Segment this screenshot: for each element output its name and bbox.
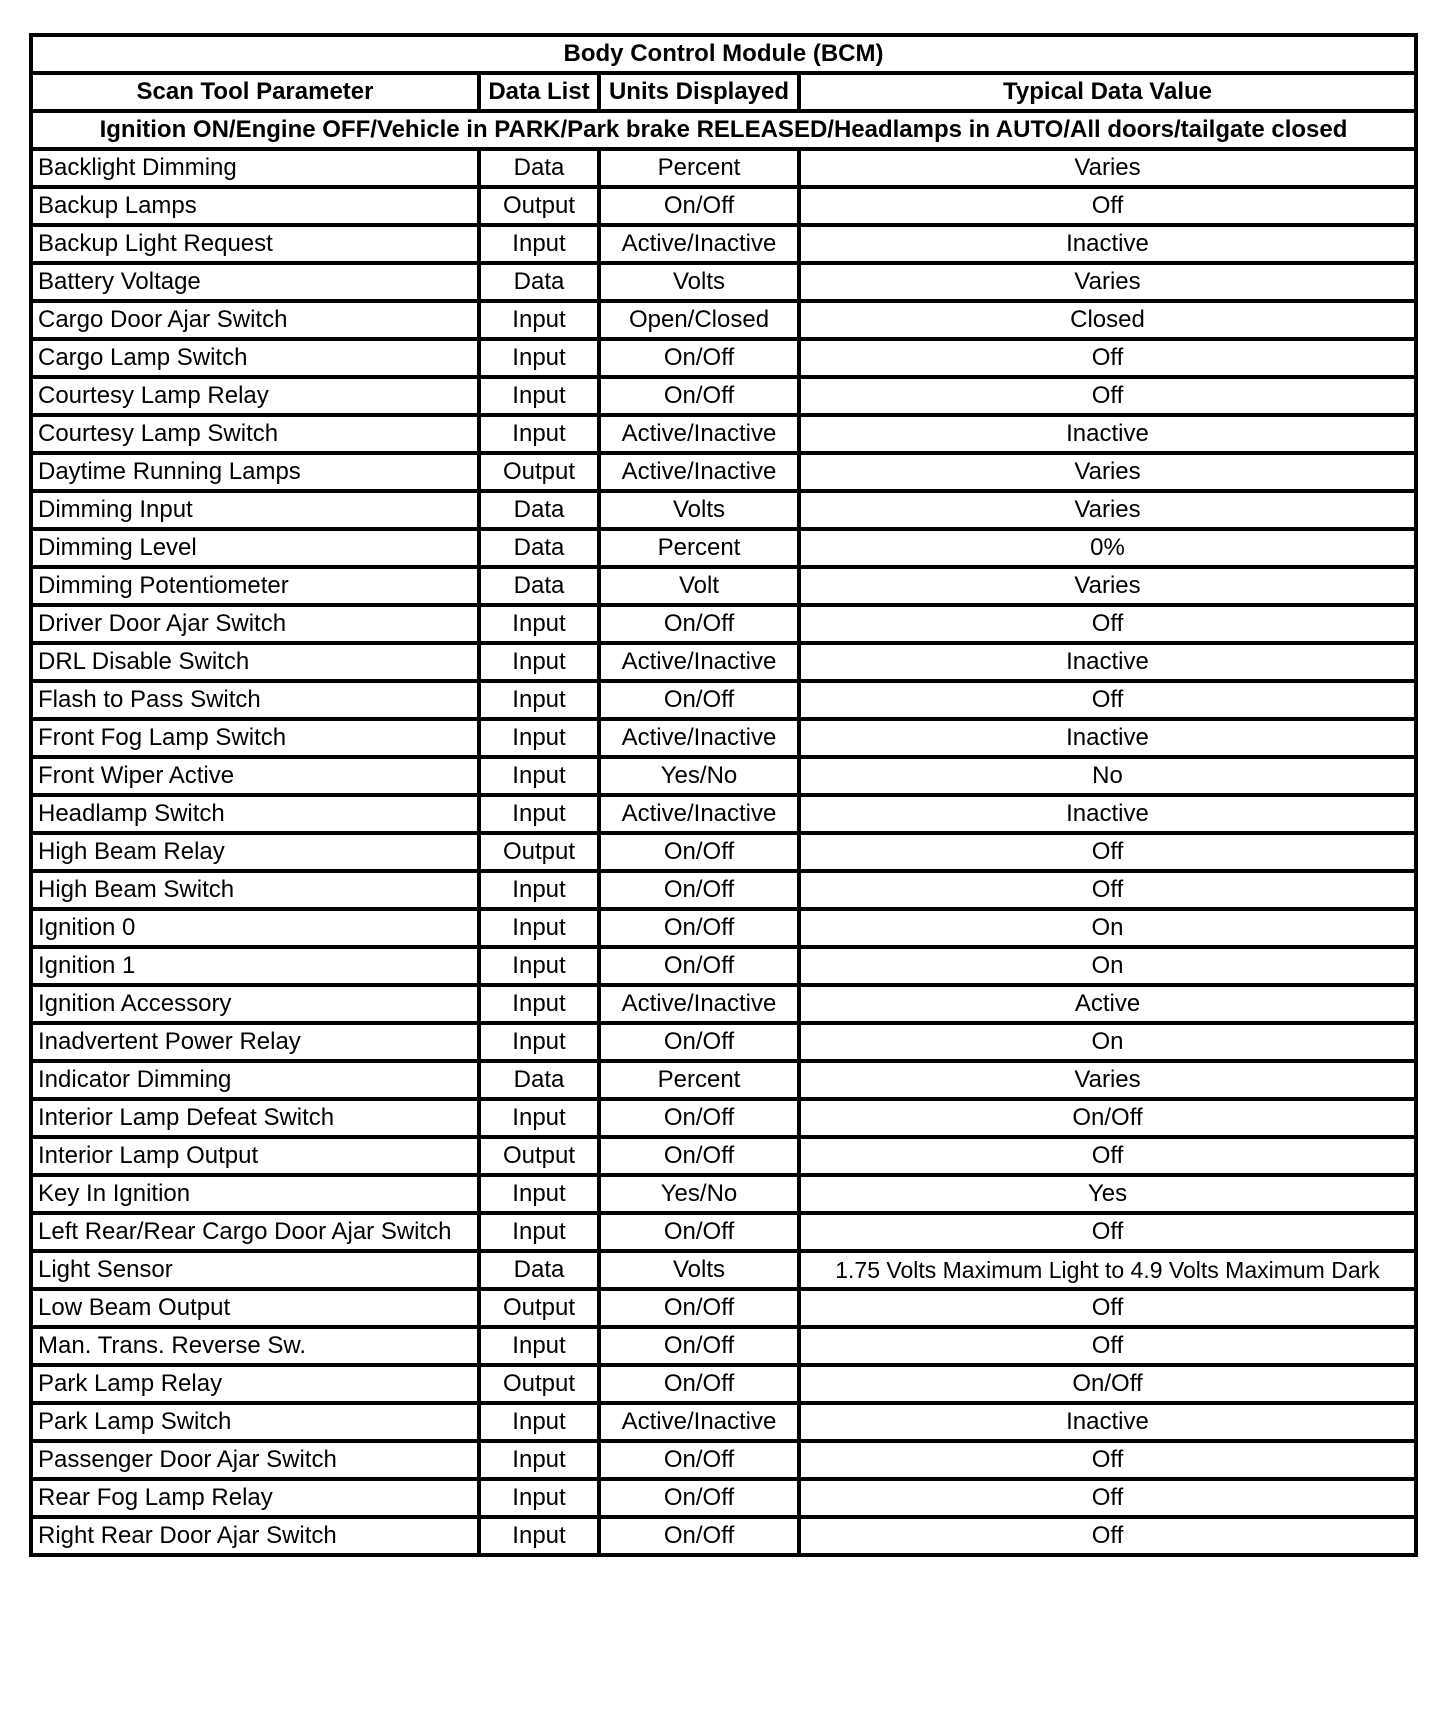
- table-row: [31, 1327, 1416, 1365]
- header-units-displayed: Units Displayed: [599, 73, 799, 111]
- cell-typical-value: Off: [799, 1327, 1416, 1365]
- cell-typical-value: Off: [799, 1137, 1416, 1175]
- cell-data-list: Data: [479, 491, 599, 529]
- table-row: [31, 339, 1416, 377]
- table-row: [31, 491, 1416, 529]
- cell-data-list: Input: [479, 1099, 599, 1137]
- table-row: [31, 187, 1416, 225]
- cell-parameter: Backup Lamps: [31, 187, 479, 225]
- cell-typical-value: Off: [799, 1441, 1416, 1479]
- table-row: [31, 1517, 1416, 1555]
- cell-parameter: Dimming Input: [31, 491, 479, 529]
- cell-parameter: Battery Voltage: [31, 263, 479, 301]
- cell-data-list: Input: [479, 1479, 599, 1517]
- cell-units: Active/Inactive: [599, 643, 799, 681]
- cell-typical-value: On: [799, 947, 1416, 985]
- cell-units: On/Off: [599, 947, 799, 985]
- cell-parameter: DRL Disable Switch: [31, 643, 479, 681]
- cell-typical-value: Off: [799, 833, 1416, 871]
- header-scan-tool-parameter: Scan Tool Parameter: [31, 73, 479, 111]
- cell-units: Active/Inactive: [599, 1403, 799, 1441]
- header-typical-data-value: Typical Data Value: [799, 73, 1416, 111]
- cell-units: Active/Inactive: [599, 415, 799, 453]
- cell-data-list: Data: [479, 1061, 599, 1099]
- cell-parameter: Inadvertent Power Relay: [31, 1023, 479, 1061]
- cell-data-list: Output: [479, 1137, 599, 1175]
- cell-units: Active/Inactive: [599, 719, 799, 757]
- cell-data-list: Input: [479, 415, 599, 453]
- table-row: [31, 301, 1416, 339]
- cell-parameter: Backlight Dimming: [31, 149, 479, 187]
- table-row: [31, 719, 1416, 757]
- cell-units: Open/Closed: [599, 301, 799, 339]
- table-row: [31, 605, 1416, 643]
- cell-parameter: Dimming Level: [31, 529, 479, 567]
- cell-typical-value: Varies: [799, 491, 1416, 529]
- header-data-list: Data List: [479, 73, 599, 111]
- cell-units: Yes/No: [599, 757, 799, 795]
- cell-data-list: Output: [479, 1365, 599, 1403]
- cell-units: Active/Inactive: [599, 453, 799, 491]
- table-row: [31, 1403, 1416, 1441]
- cell-data-list: Input: [479, 339, 599, 377]
- cell-typical-value: Off: [799, 605, 1416, 643]
- cell-units: On/Off: [599, 1099, 799, 1137]
- table-row: [31, 1099, 1416, 1137]
- table-header-row: [31, 73, 1416, 111]
- cell-data-list: Input: [479, 377, 599, 415]
- cell-units: Volts: [599, 263, 799, 301]
- cell-data-list: Input: [479, 1403, 599, 1441]
- cell-parameter: Right Rear Door Ajar Switch: [31, 1517, 479, 1555]
- cell-data-list: Input: [479, 1175, 599, 1213]
- cell-units: On/Off: [599, 1479, 799, 1517]
- table-row: [31, 529, 1416, 567]
- cell-data-list: Input: [479, 1213, 599, 1251]
- table-row: [31, 681, 1416, 719]
- table-row: [31, 985, 1416, 1023]
- cell-typical-value: Yes: [799, 1175, 1416, 1213]
- cell-units: On/Off: [599, 339, 799, 377]
- table-row: [31, 149, 1416, 187]
- table-row: [31, 377, 1416, 415]
- table-row: [31, 1479, 1416, 1517]
- cell-units: On/Off: [599, 1213, 799, 1251]
- cell-data-list: Input: [479, 1441, 599, 1479]
- cell-data-list: Data: [479, 567, 599, 605]
- cell-parameter: Passenger Door Ajar Switch: [31, 1441, 479, 1479]
- cell-typical-value: On/Off: [799, 1365, 1416, 1403]
- cell-units: On/Off: [599, 1289, 799, 1327]
- cell-parameter: Park Lamp Switch: [31, 1403, 479, 1441]
- cell-data-list: Output: [479, 1289, 599, 1327]
- table-condition-row: [31, 111, 1416, 149]
- cell-typical-value: Varies: [799, 1061, 1416, 1099]
- cell-typical-value: Off: [799, 681, 1416, 719]
- table-row: [31, 909, 1416, 947]
- cell-typical-value: Inactive: [799, 415, 1416, 453]
- cell-data-list: Input: [479, 909, 599, 947]
- cell-typical-value: Off: [799, 1479, 1416, 1517]
- table-row: [31, 757, 1416, 795]
- table-title: Body Control Module (BCM): [31, 35, 1416, 73]
- cell-typical-value: Off: [799, 871, 1416, 909]
- cell-parameter: Interior Lamp Output: [31, 1137, 479, 1175]
- cell-parameter: Indicator Dimming: [31, 1061, 479, 1099]
- bcm-data-table: [29, 33, 1418, 1557]
- cell-units: On/Off: [599, 1327, 799, 1365]
- cell-units: On/Off: [599, 681, 799, 719]
- cell-data-list: Input: [479, 947, 599, 985]
- cell-units: Percent: [599, 529, 799, 567]
- cell-typical-value: Inactive: [799, 1403, 1416, 1441]
- cell-units: On/Off: [599, 187, 799, 225]
- cell-units: Percent: [599, 149, 799, 187]
- table-row: [31, 415, 1416, 453]
- cell-data-list: Output: [479, 453, 599, 491]
- cell-typical-value: Off: [799, 377, 1416, 415]
- cell-parameter: Key In Ignition: [31, 1175, 479, 1213]
- cell-data-list: Input: [479, 757, 599, 795]
- table-body: [31, 149, 1416, 1555]
- cell-typical-value: On/Off: [799, 1099, 1416, 1137]
- table-row: [31, 795, 1416, 833]
- cell-data-list: Data: [479, 529, 599, 567]
- cell-parameter: Interior Lamp Defeat Switch: [31, 1099, 479, 1137]
- cell-typical-value: On: [799, 1023, 1416, 1061]
- test-condition: Ignition ON/Engine OFF/Vehicle in PARK/Park brake RELEASED/Headlamps in AUTO/All doors/tailgate closed: [31, 111, 1416, 149]
- cell-typical-value: Varies: [799, 263, 1416, 301]
- cell-data-list: Input: [479, 681, 599, 719]
- table-row: [31, 1365, 1416, 1403]
- cell-parameter: Ignition 1: [31, 947, 479, 985]
- cell-data-list: Data: [479, 149, 599, 187]
- cell-parameter: High Beam Switch: [31, 871, 479, 909]
- cell-typical-value: Off: [799, 339, 1416, 377]
- table-row: [31, 263, 1416, 301]
- cell-data-list: Input: [479, 301, 599, 339]
- table-row: [31, 1251, 1416, 1289]
- cell-data-list: Input: [479, 1023, 599, 1061]
- table-row: [31, 1441, 1416, 1479]
- table-row: [31, 947, 1416, 985]
- cell-typical-value: Off: [799, 1517, 1416, 1555]
- table-row: [31, 453, 1416, 491]
- cell-parameter: Dimming Potentiometer: [31, 567, 479, 605]
- cell-typical-value: Off: [799, 187, 1416, 225]
- cell-typical-value: Varies: [799, 149, 1416, 187]
- cell-units: Volts: [599, 491, 799, 529]
- table-row: [31, 225, 1416, 263]
- cell-data-list: Input: [479, 1517, 599, 1555]
- cell-parameter: Driver Door Ajar Switch: [31, 605, 479, 643]
- table-row: [31, 1213, 1416, 1251]
- cell-data-list: Input: [479, 719, 599, 757]
- cell-typical-value: Inactive: [799, 225, 1416, 263]
- table-row: [31, 1023, 1416, 1061]
- cell-data-list: Output: [479, 833, 599, 871]
- cell-data-list: Data: [479, 1251, 599, 1289]
- cell-parameter: Low Beam Output: [31, 1289, 479, 1327]
- cell-units: On/Off: [599, 833, 799, 871]
- cell-parameter: Courtesy Lamp Relay: [31, 377, 479, 415]
- cell-parameter: Flash to Pass Switch: [31, 681, 479, 719]
- cell-units: On/Off: [599, 1517, 799, 1555]
- cell-parameter: Cargo Lamp Switch: [31, 339, 479, 377]
- table-row: [31, 1137, 1416, 1175]
- cell-parameter: Man. Trans. Reverse Sw.: [31, 1327, 479, 1365]
- cell-units: On/Off: [599, 1023, 799, 1061]
- cell-typical-value: Closed: [799, 301, 1416, 339]
- cell-typical-value: Off: [799, 1289, 1416, 1327]
- cell-typical-value: 0%: [799, 529, 1416, 567]
- cell-units: Active/Inactive: [599, 795, 799, 833]
- table-title-row: [31, 35, 1416, 73]
- cell-units: Percent: [599, 1061, 799, 1099]
- table-row: [31, 871, 1416, 909]
- cell-data-list: Input: [479, 643, 599, 681]
- cell-parameter: Rear Fog Lamp Relay: [31, 1479, 479, 1517]
- table-row: [31, 643, 1416, 681]
- cell-units: On/Off: [599, 1441, 799, 1479]
- cell-units: On/Off: [599, 605, 799, 643]
- cell-units: Volt: [599, 567, 799, 605]
- cell-parameter: Front Wiper Active: [31, 757, 479, 795]
- table-row: [31, 1175, 1416, 1213]
- cell-typical-value: Varies: [799, 567, 1416, 605]
- cell-parameter: Left Rear/Rear Cargo Door Ajar Switch: [31, 1213, 479, 1251]
- table-row: [31, 1289, 1416, 1327]
- cell-units: On/Off: [599, 909, 799, 947]
- cell-parameter: Daytime Running Lamps: [31, 453, 479, 491]
- cell-parameter: Cargo Door Ajar Switch: [31, 301, 479, 339]
- cell-data-list: Input: [479, 225, 599, 263]
- cell-typical-value: Inactive: [799, 795, 1416, 833]
- cell-typical-value: Off: [799, 1213, 1416, 1251]
- cell-units: Active/Inactive: [599, 225, 799, 263]
- cell-data-list: Input: [479, 605, 599, 643]
- cell-parameter: Ignition Accessory: [31, 985, 479, 1023]
- cell-parameter: Headlamp Switch: [31, 795, 479, 833]
- cell-data-list: Data: [479, 263, 599, 301]
- cell-data-list: Input: [479, 1327, 599, 1365]
- table-row: [31, 833, 1416, 871]
- cell-parameter: Ignition 0: [31, 909, 479, 947]
- cell-parameter: Backup Light Request: [31, 225, 479, 263]
- cell-typical-value: Active: [799, 985, 1416, 1023]
- cell-units: Yes/No: [599, 1175, 799, 1213]
- cell-typical-value: On: [799, 909, 1416, 947]
- cell-typical-value: Inactive: [799, 643, 1416, 681]
- table-row: [31, 1061, 1416, 1099]
- cell-units: Active/Inactive: [599, 985, 799, 1023]
- cell-typical-value: No: [799, 757, 1416, 795]
- cell-parameter: Front Fog Lamp Switch: [31, 719, 479, 757]
- cell-parameter: Park Lamp Relay: [31, 1365, 479, 1403]
- cell-units: On/Off: [599, 871, 799, 909]
- cell-typical-value: Inactive: [799, 719, 1416, 757]
- cell-data-list: Output: [479, 187, 599, 225]
- cell-parameter: Light Sensor: [31, 1251, 479, 1289]
- table-row: [31, 567, 1416, 605]
- cell-units: On/Off: [599, 1137, 799, 1175]
- cell-typical-value: 1.75 Volts Maximum Light to 4.9 Volts Maximum Dark: [799, 1251, 1416, 1289]
- cell-data-list: Input: [479, 985, 599, 1023]
- cell-units: Volts: [599, 1251, 799, 1289]
- cell-data-list: Input: [479, 871, 599, 909]
- cell-units: On/Off: [599, 1365, 799, 1403]
- cell-data-list: Input: [479, 795, 599, 833]
- cell-parameter: Courtesy Lamp Switch: [31, 415, 479, 453]
- cell-parameter: High Beam Relay: [31, 833, 479, 871]
- cell-units: On/Off: [599, 377, 799, 415]
- cell-typical-value: Varies: [799, 453, 1416, 491]
